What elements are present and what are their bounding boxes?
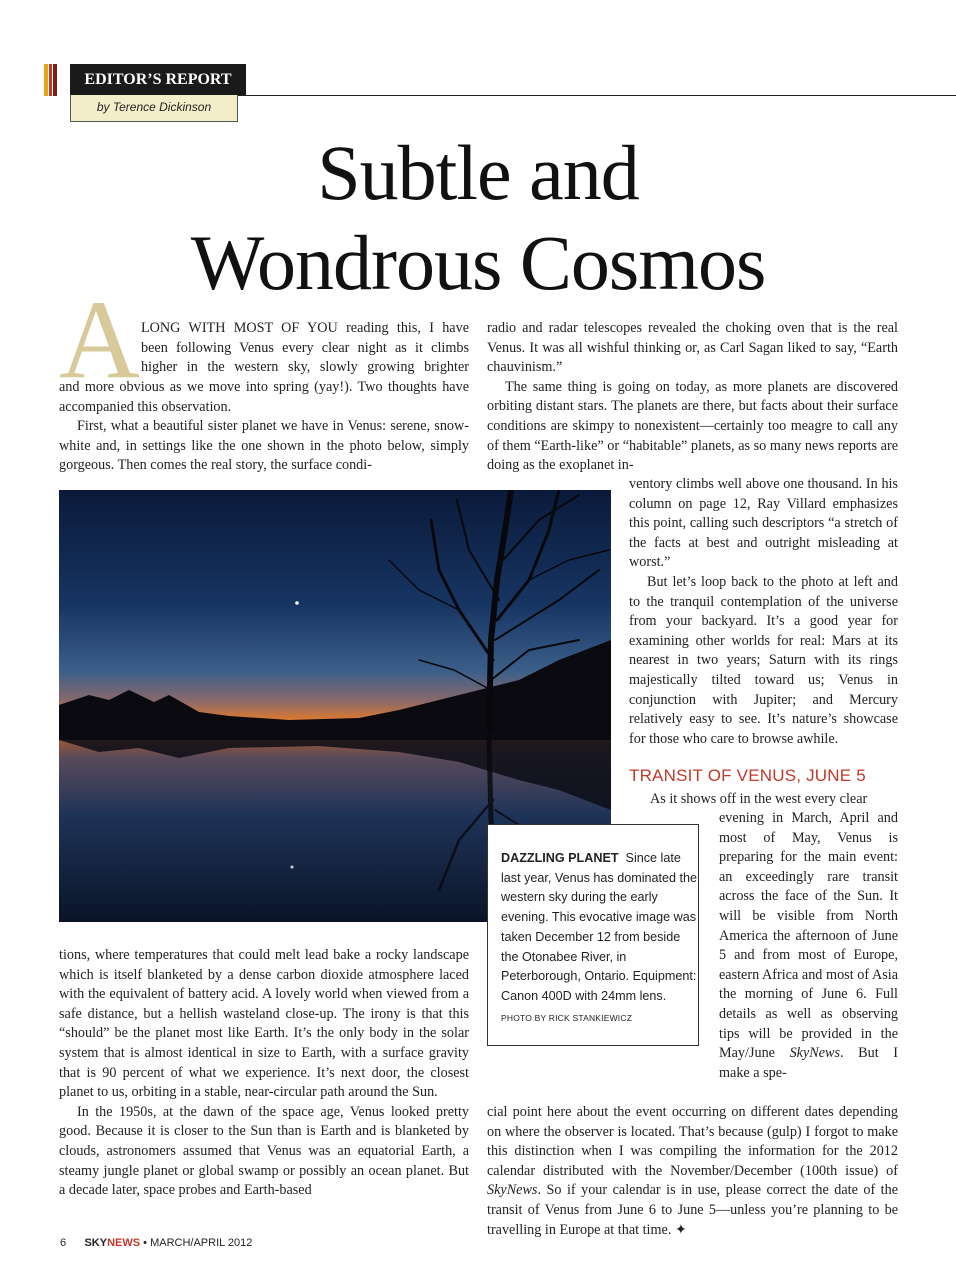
page-number: 6	[60, 1237, 67, 1249]
section-label: EDITOR’S REPORT	[70, 64, 246, 95]
intro-line-3: higher in the western sky, slowly growing brighter	[141, 359, 469, 376]
issue-date: MARCH/APRIL 2012	[150, 1237, 253, 1249]
footer-separator: •	[143, 1237, 148, 1249]
stripe-2	[49, 64, 53, 96]
article-title	[0, 128, 956, 308]
skynews-italic: SkyNews	[789, 1045, 841, 1062]
transit-narrow-end: . But I make a spe-	[719, 1045, 898, 1081]
stripe-3	[53, 64, 57, 96]
drop-cap: A	[59, 278, 140, 402]
transit-wide-body: cial point here about the event occurring on different dates depending on where the observer is located. That’s because (gulp) I forgot to make this distinction when I was compiling the information for the 2012 calendar distributed with the November/December (100th issue) of	[487, 1104, 898, 1179]
paragraph-2-cont: tions, where temperatures that could melt lead bake a rocky landscape which is itself blanketed by a dense carbon dioxide atmosphere laced with the equivalent of battery acid. A lovely world when viewed from a safe distance, but a hellish wasteland close-up. The irony is that this “should” be the planet most like Earth. It’s the only body in the solar system that is almost identical in size to Earth, with a surface gravity that is 90 percent of what we experience. It’s next door, the closest planet to us, orbiting in a stable, near-circular path around the Sun.	[59, 947, 469, 1101]
photo-caption	[487, 824, 699, 1046]
transit-narrow-body: evening in March, April and most of May, Venus is preparing for the main event: an exceedingly rare transit across the face of the Sun. It will be visible from North America the afternoon of June 5 and from most of Europe, eastern Africa and most of Asia the morning of June 6. Full details as well as observing tips will be provided in the May/June	[719, 810, 898, 1062]
mag-news: NEWS	[107, 1237, 141, 1249]
paragraph-2: First, what a beautiful sister planet we have in Venus: serene, snow-white and, in settings like the one shown in the photo below, simply gorgeous. Then comes the real story, the surface condi-	[59, 418, 469, 474]
column-1-top	[59, 378, 469, 476]
section-color-stripes	[44, 64, 58, 96]
photo-credit: PHOTO BY RICK STANKIEWICZ	[501, 1012, 633, 1023]
column-1-bottom	[59, 946, 469, 1201]
byline: by Terence Dickinson	[70, 95, 238, 122]
caption-text: Since late last year, Venus has dominated the western sky during the early evening. This evocative image was taken December 12 from beside the Otonabee River, in Peterborough, Ontario. Equipment: Canon 400D with 24mm lens.	[501, 851, 698, 1003]
col2-paragraph-2-cont: ventory climbs well above one thousand. In his column on page 12, Ray Villard emphasizes this point, calling such descriptors “a stretch of the facts at best and outright misleading at worst.”	[629, 476, 898, 571]
transit-subhead: TRANSIT OF VENUS, JUNE 5	[629, 766, 866, 785]
transit-wide-text	[487, 1103, 898, 1240]
paragraph-3: In the 1950s, at the dawn of the space age, Venus looked pretty good. Because it is closer to the Sun than is Earth and is blanketed by clouds, astronomers assumed that Venus was an equatorial Earth, a steamy jungle planet or global swamp or possibly an ocean planet. But a decade later, space probes and Earth-based	[59, 1103, 469, 1199]
col2-paragraph-2: The same thing is going on today, as more planets are discovered orbiting distant stars. The planets are there, but facts about their surface conditions are skimpy to nonexistent—certainly too meagre to call any of them “Earth-like” or “habitable” planets, as so many news reports are doing as the exoplanet in-	[487, 378, 898, 474]
col2-paragraph-3: But let’s loop back to the photo at left and to the tranquil contemplation of the universe from your backyard. It’s a good year for examining other worlds for real: Mars at its nearest in two years; Saturn with its rings majestically tilted toward us; Venus in conjunction with Jupiter; and Mercury relatively easy to see. It’s nature’s showcase for those who care to browse awhile.	[629, 573, 898, 747]
end-mark-icon: ✦	[674, 1221, 687, 1238]
stripe-1	[44, 64, 48, 96]
caption-lead: DAZZLING PLANET	[501, 851, 619, 865]
transit-end: . So if your calendar is in use, please correct the date of the transit of Venus from June 6 to June 5—unless you’re planning to be travelling in Europe at that time.	[487, 1182, 898, 1238]
skynews-italic-2: SkyNews	[487, 1182, 538, 1199]
col2-paragraph-1: radio and radar telescopes revealed the choking oven that is the real Venus. It was all wishful thinking or, as Carl Sagan liked to say, “Earth chauvinism.”	[487, 320, 898, 376]
intro-line-2: been following Venus every clear night as it climbs	[141, 339, 469, 356]
page-footer	[60, 1237, 252, 1249]
transit-first-line	[487, 790, 898, 810]
intro-lines	[141, 319, 469, 378]
intro-line-1: LONG WITH MOST OF YOU reading this, I have	[141, 320, 469, 336]
transit-narrow-text	[719, 809, 898, 1083]
venus-dot	[295, 601, 299, 605]
title-line-2: Wondrous Cosmos	[190, 219, 766, 306]
header-rule	[236, 95, 956, 96]
column-2-top	[487, 319, 898, 476]
transit-narrow-column	[719, 809, 898, 1083]
mag-sky: SKY	[84, 1237, 108, 1249]
transit-first-text: As it shows off in the west every clear	[650, 791, 868, 807]
column-2-narrow	[629, 475, 898, 749]
title-line-1: Subtle and	[317, 129, 639, 216]
transit-wide-column	[487, 1103, 898, 1240]
paragraph-1-rest: and more obvious as we move into spring (yay!). Two thoughts have accompanied this observation.	[59, 379, 469, 415]
